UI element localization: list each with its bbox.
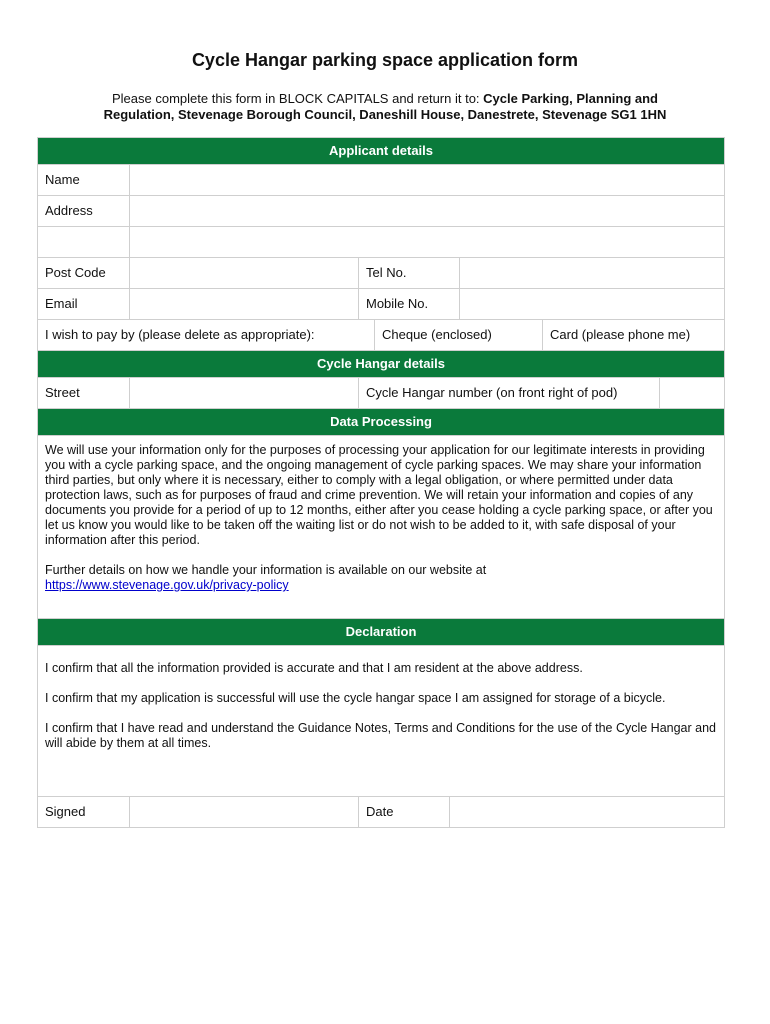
name-label: Name (38, 165, 130, 195)
data-processing-header: Data Processing (38, 409, 724, 436)
email-mobile-row (38, 289, 724, 320)
address-row (38, 196, 724, 227)
payment-label: I wish to pay by (please delete as appropriate): (38, 320, 375, 350)
email-label: Email (38, 289, 130, 319)
hangar-number-field[interactable] (660, 378, 724, 408)
applicant-details-header: Applicant details (38, 138, 724, 165)
declaration-section (38, 646, 724, 797)
mobile-label: Mobile No. (359, 289, 460, 319)
address-label: Address (38, 196, 130, 226)
data-processing-text: We will use your information only for the purposes of processing your application for our legitimate interests in providing you with a cycle parking space, and the ongoing management of cycle parking spaces. We may share your information third parties, but only where it is necessary, either to comply with a legal obligation, or where permitted under data protection laws, such as for purposes of fraud and crime prevention. We will retain your information and copies of any documents you provide for a period of up to 12 months, either after you cease holding a cycle parking space, or after you let us know you would like to be taken off the waiting list or do not wish to be added to it, with safe disposal of your information after this period. (45, 443, 713, 547)
address-label-blank (38, 227, 130, 257)
address-row-2 (38, 227, 724, 258)
privacy-policy-link[interactable]: https://www.stevenage.gov.uk/privacy-policy (45, 578, 289, 592)
street-field[interactable] (130, 378, 359, 408)
return-address-line2: Regulation, Stevenage Borough Council, Daneshill House, Danestrete, Stevenage SG1 1HN (103, 107, 667, 122)
privacy-info-text (45, 563, 717, 593)
privacy-info-sentence: Further details on how we handle your information is available on our website at (45, 563, 487, 577)
return-address-line1: Cycle Parking, Planning and (483, 91, 658, 106)
postcode-tel-row (38, 258, 724, 289)
tel-field[interactable] (460, 258, 724, 288)
name-row (38, 165, 724, 196)
address-field-line2[interactable] (130, 227, 724, 257)
tel-label: Tel No. (359, 258, 460, 288)
email-field[interactable] (130, 289, 359, 319)
declaration-header: Declaration (38, 619, 724, 646)
form-instructions (60, 91, 710, 123)
application-form (37, 137, 725, 828)
declaration-statement-1: I confirm that all the information provided is accurate and that I am resident at the above address. (45, 661, 583, 675)
date-field[interactable] (450, 797, 724, 827)
postcode-field[interactable] (130, 258, 359, 288)
signature-row (38, 797, 724, 827)
payment-row (38, 320, 724, 351)
postcode-label: Post Code (38, 258, 130, 288)
payment-option-cheque[interactable]: Cheque (enclosed) (375, 320, 543, 350)
form-title: Cycle Hangar parking space application form (191, 50, 579, 70)
payment-option-card[interactable]: Card (please phone me) (550, 327, 691, 342)
cycle-hangar-details-header: Cycle Hangar details (38, 351, 724, 378)
declaration-statement-3: I confirm that I have read and understand the Guidance Notes, Terms and Conditions for the use of the Cycle Hangar and will abide by them at all times. (45, 721, 716, 750)
date-label: Date (359, 797, 450, 827)
declaration-statement-2: I confirm that my application is successful will use the cycle hangar space I am assigned for storage of a bicycle. (45, 691, 666, 705)
mobile-field[interactable] (460, 289, 724, 319)
data-processing-section (38, 436, 724, 619)
address-field-line1[interactable] (130, 196, 724, 226)
hangar-number-label: Cycle Hangar number (on front right of pod) (359, 378, 660, 408)
signature-field[interactable] (130, 797, 359, 827)
street-label: Street (38, 378, 130, 408)
signed-label: Signed (38, 797, 130, 827)
hangar-row (38, 378, 724, 409)
instructions-text: Please complete this form in BLOCK CAPITALS and return it to: (112, 91, 484, 106)
name-field[interactable] (130, 165, 724, 195)
